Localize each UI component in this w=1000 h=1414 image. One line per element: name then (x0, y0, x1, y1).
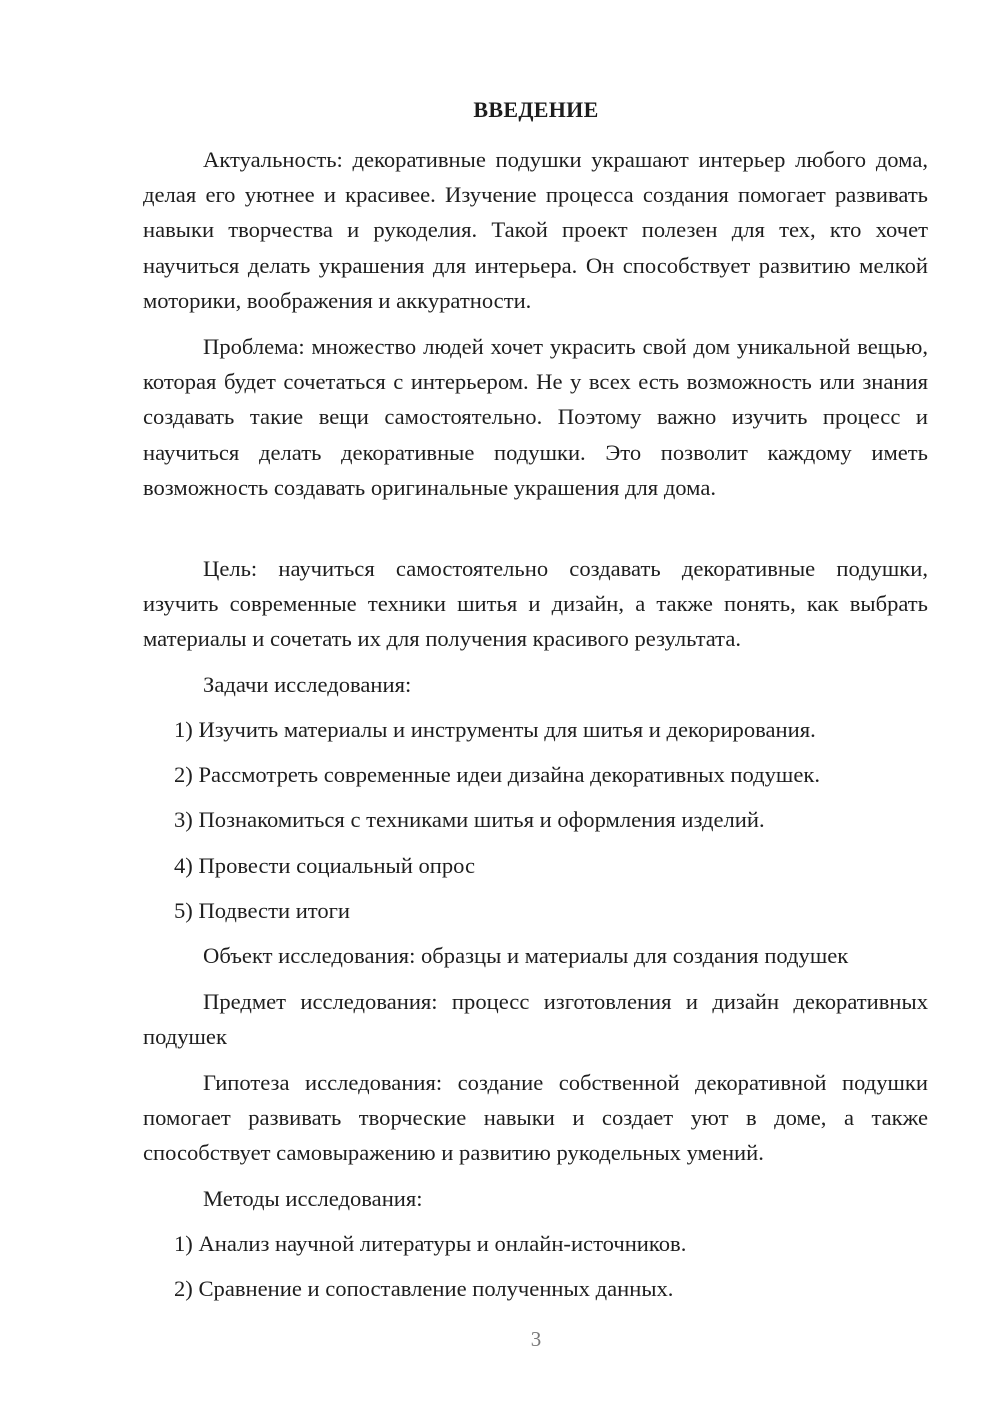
goal-paragraph: Цель: научиться самостоятельно создавать декоративные подушки, изучить современные техники шитья и дизайн, а также понять, как выбрать материалы и сочетать их для получения красивого результата. (143, 556, 928, 652)
subject-paragraph: Предмет исследования: процесс изготовления и дизайн декоративных подушек (143, 989, 928, 1050)
section-heading: ВВЕДЕНИЕ (473, 97, 599, 122)
task-item: 5) Подвести итоги (174, 898, 351, 923)
hypothesis-paragraph: Гипотеза исследования: создание собственной декоративной подушки помогает развивать творческие навыки и создает уют в доме, а также способствует самовыражению и развитию рукодельных умений. (143, 1070, 928, 1166)
object-line: Объект исследования: образцы и материалы для создания подушек (203, 943, 849, 968)
method-item: 2) Сравнение и сопоставление полученных данных. (174, 1276, 674, 1301)
problem-paragraph: Проблема: множество людей хочет украсить свой дом уникальной вещью, которая будет сочетаться с интерьером. Не у всех есть возможность или знания создавать такие вещи самостоятельно. Поэтому важно изучить процесс и научиться делать декоративные подушки. Это позволит каждому иметь возможность создавать оригинальные украшения для дома. (143, 334, 928, 500)
tasks-title: Задачи исследования: (203, 672, 412, 697)
task-item: 2) Рассмотреть современные идеи дизайна декоративных подушек. (174, 762, 820, 787)
methods-title: Методы исследования: (203, 1186, 423, 1211)
page-number: 3 (530, 1327, 542, 1351)
task-item: 3) Познакомиться с техниками шитья и оформления изделий. (174, 807, 765, 832)
method-item: 1) Анализ научной литературы и онлайн-источников. (174, 1231, 687, 1256)
task-item: 1) Изучить материалы и инструменты для шитья и декорирования. (174, 717, 816, 742)
task-item: 4) Провести социальный опрос (174, 853, 476, 878)
relevance-paragraph: Актуальность: декоративные подушки украшают интерьер любого дома, делая его уютнее и красивее. Изучение процесса создания помогает развивать навыки творчества и рукоделия. Такой проект полезен для тех, кто хочет научиться делать украшения для интерьера. Он способствует развитию мелкой моторики, воображения и аккуратности. (143, 147, 928, 313)
